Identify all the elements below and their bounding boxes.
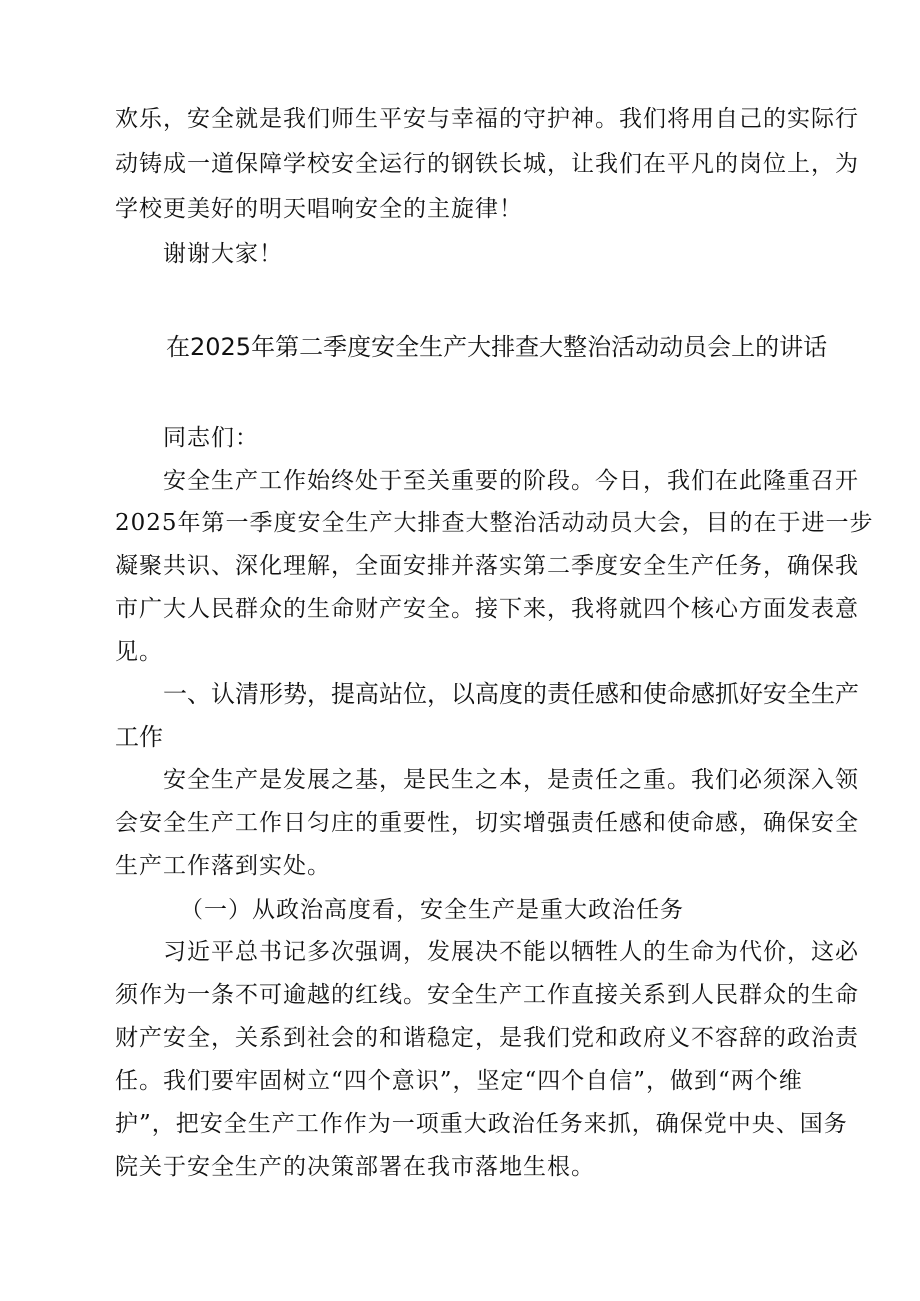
body-line: 市广大人民群众的生命财产安全。接下来，我将就四个核心方面发表意 [115,596,859,622]
section-heading: 工作 [115,723,163,751]
body-line: 习近平总书记多次强调，发展决不能以牺牲人的生命为代价，这必 [163,939,859,965]
body-line: 安全生产工作始终处于至关重要的阶段。今日，我们在此隆重召开 [163,468,859,494]
body-line: 财产安全，关系到社会的和谐稳定，是我们党和政府义不容辞的政治责 [115,1025,859,1051]
body-line: 生产工作落到实处。 [115,853,331,879]
body-line: 学校更美好的明天唱响安全的主旋律！ [115,196,523,222]
body-line: 欢乐，安全就是我们师生平安与幸福的守护神。我们将用自己的实际行 [115,106,859,132]
body-line: 见。 [115,639,163,665]
section-heading: 一、认清形势，提高站位，以高度的责任感和使命感抓好安全生产 [163,680,859,708]
body-line: 任。我们要牢固树立“四个意识”，坚定“四个自信”，做到“两个维 [115,1068,803,1094]
body-line: 动铸成一道保障学校安全运行的钢铁长城，让我们在平凡的岗位上，为 [115,151,859,177]
body-line: 会安全生产工作日匀庄的重要性，切实增强责任感和使命感，确保安全 [115,810,859,836]
body-line: 院关于安全生产的决策部署在我市落地生根。 [115,1154,595,1180]
body-line: 须作为一条不可逾越的红线。安全生产工作直接关系到人民群众的生命 [115,982,859,1008]
body-line: 凝聚共识、深化理解，全面安排并落实第二季度安全生产任务，确保我 [115,553,859,579]
subsection-heading: （一）从政治高度看，安全生产是重大政治任务 [180,897,684,923]
closing-thanks: 谢谢大家！ [163,241,283,267]
speech-title: 在2025年第二季度安全生产大排查大整治活动动员会上的讲话 [166,333,828,361]
body-line: 安全生产是发展之基，是民生之本，是责任之重。我们必须深入领 [163,767,859,793]
body-line: 护”，把安全生产工作作为一项重大政治任务来抓，确保党中央、国务 [115,1111,848,1137]
body-line: 2025年第一季度安全生产大排查大整治活动动员大会，目的在于进一步 [115,510,874,536]
salutation: 同志们： [163,425,259,451]
